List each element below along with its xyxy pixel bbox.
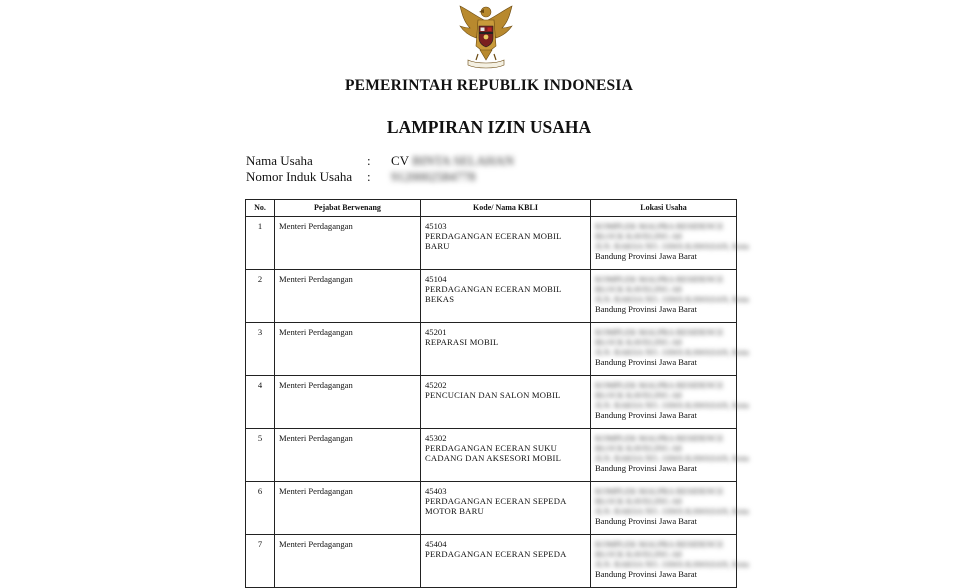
kbli-code: 45302 xyxy=(425,433,447,443)
location-line: BLOCK KAVELING A8 xyxy=(595,549,682,559)
kbli-code: 45104 xyxy=(425,274,447,284)
location-line: BLOCK KAVELING A8 xyxy=(595,390,682,400)
business-name-value: CV BINTA SELAHAN xyxy=(391,153,514,168)
kbli-name: PERDAGANGAN ECERAN SEPEDA MOTOR BARU xyxy=(425,496,567,516)
row-location xyxy=(591,323,749,376)
kbli-code: 45202 xyxy=(425,380,447,390)
location-city: Bandung Provinsi Jawa Barat xyxy=(595,251,697,261)
separator: : xyxy=(367,153,371,168)
kbli-name: PENCUCIAN DAN SALON MOBIL xyxy=(425,390,561,400)
row-official: Menteri Perdagangan xyxy=(275,323,421,376)
row-location xyxy=(591,482,749,535)
kbli-name: PERDAGANGAN ECERAN MOBIL BARU xyxy=(425,231,562,251)
header-no: No. xyxy=(246,200,275,217)
kbli-name: PERDAGANGAN ECERAN MOBIL BEKAS xyxy=(425,284,562,304)
table-row xyxy=(246,535,737,588)
location-line: JLN. RAKSA NO. JAWA KAWASAN, Kota xyxy=(595,453,749,463)
business-name-blurred: BINTA SELAHAN xyxy=(412,153,514,168)
table-row xyxy=(246,429,737,482)
kbli-code: 45201 xyxy=(425,327,447,337)
row-kbli xyxy=(421,217,591,270)
table-row xyxy=(246,217,737,270)
separator: : xyxy=(367,169,371,184)
kbli-table xyxy=(245,199,749,588)
location-line: BLOCK KAVELING A8 xyxy=(595,231,682,241)
location-line: BLOCK KAVELING A8 xyxy=(595,496,682,506)
header-kbli: Kode/ Nama KBLI xyxy=(421,200,591,217)
location-line: BLOCK KAVELING A8 xyxy=(595,337,682,347)
row-number: 7 xyxy=(246,535,275,588)
business-number-row xyxy=(246,169,476,185)
kbli-code: 45103 xyxy=(425,221,447,231)
location-city: Bandung Provinsi Jawa Barat xyxy=(595,569,697,579)
location-line: JLN. RAKSA NO. JAWA KAWASAN, Kota xyxy=(595,506,749,516)
location-line: JLN. RAKSA NO. JAWA KAWASAN, Kota xyxy=(595,347,749,357)
row-official: Menteri Perdagangan xyxy=(275,482,421,535)
location-city: Bandung Provinsi Jawa Barat xyxy=(595,516,697,526)
business-number-label: Nomor Induk Usaha xyxy=(246,169,353,184)
location-line: JLN. RAKSA NO. JAWA KAWASAN, Kota xyxy=(595,294,749,304)
table-header-row xyxy=(246,200,737,217)
location-line: KOMPLEK MALPRA RESIDENCE xyxy=(595,274,724,284)
header-official: Pejabat Berwenang xyxy=(275,200,421,217)
row-number: 2 xyxy=(246,270,275,323)
kbli-code: 45404 xyxy=(425,539,447,549)
row-location xyxy=(591,429,749,482)
kbli-code: 45403 xyxy=(425,486,447,496)
table-row xyxy=(246,482,737,535)
row-official: Menteri Perdagangan xyxy=(275,217,421,270)
location-line: KOMPLEK MALPRA RESIDENCE xyxy=(595,433,724,443)
location-line: BLOCK KAVELING A8 xyxy=(595,284,682,294)
business-name-label: Nama Usaha xyxy=(246,153,313,168)
row-location xyxy=(591,535,749,588)
business-number-value: 9120002584778 xyxy=(391,169,476,184)
location-line: KOMPLEK MALPRA RESIDENCE xyxy=(595,486,724,496)
row-location xyxy=(591,270,749,323)
row-official: Menteri Perdagangan xyxy=(275,429,421,482)
location-city: Bandung Provinsi Jawa Barat xyxy=(595,304,697,314)
row-number: 3 xyxy=(246,323,275,376)
row-official: Menteri Perdagangan xyxy=(275,376,421,429)
header-location: Lokasi Usaha xyxy=(591,200,737,217)
row-number: 6 xyxy=(246,482,275,535)
row-number: 4 xyxy=(246,376,275,429)
document-title: LAMPIRAN IZIN USAHA xyxy=(386,117,592,137)
row-official: Menteri Perdagangan xyxy=(275,270,421,323)
kbli-name: REPARASI MOBIL xyxy=(425,337,499,347)
table-row xyxy=(246,323,737,376)
row-kbli xyxy=(421,482,591,535)
kbli-name: PERDAGANGAN ECERAN SUKU CADANG DAN AKSESORI MOBIL xyxy=(425,443,562,463)
garuda-emblem-icon xyxy=(454,2,518,70)
location-city: Bandung Provinsi Jawa Barat xyxy=(595,357,697,367)
row-kbli xyxy=(421,429,591,482)
location-city: Bandung Provinsi Jawa Barat xyxy=(595,463,697,473)
table-row xyxy=(246,270,737,323)
row-kbli xyxy=(421,323,591,376)
location-line: KOMPLEK MALPRA RESIDENCE xyxy=(595,327,724,337)
location-city: Bandung Provinsi Jawa Barat xyxy=(595,410,697,420)
row-number: 5 xyxy=(246,429,275,482)
kbli-name: PERDAGANGAN ECERAN SEPEDA xyxy=(425,549,567,559)
location-line: KOMPLEK MALPRA RESIDENCE xyxy=(595,221,724,231)
location-line: JLN. RAKSA NO. JAWA KAWASAN, Kota xyxy=(595,559,749,569)
location-line: JLN. RAKSA NO. JAWA KAWASAN, Kota xyxy=(595,400,749,410)
business-name-row xyxy=(246,153,514,169)
location-line: BLOCK KAVELING A8 xyxy=(595,443,682,453)
row-location xyxy=(591,376,749,429)
row-number: 1 xyxy=(246,217,275,270)
row-official: Menteri Perdagangan xyxy=(275,535,421,588)
location-line: JLN. RAKSA NO. JAWA KAWASAN, Kota xyxy=(595,241,749,251)
government-title: PEMERINTAH REPUBLIK INDONESIA xyxy=(345,77,633,94)
table-row xyxy=(246,376,737,429)
row-kbli xyxy=(421,376,591,429)
location-line: KOMPLEK MALPRA RESIDENCE xyxy=(595,539,724,549)
row-location xyxy=(591,217,749,270)
row-kbli xyxy=(421,535,591,588)
location-line: KOMPLEK MALPRA RESIDENCE xyxy=(595,380,724,390)
row-kbli xyxy=(421,270,591,323)
